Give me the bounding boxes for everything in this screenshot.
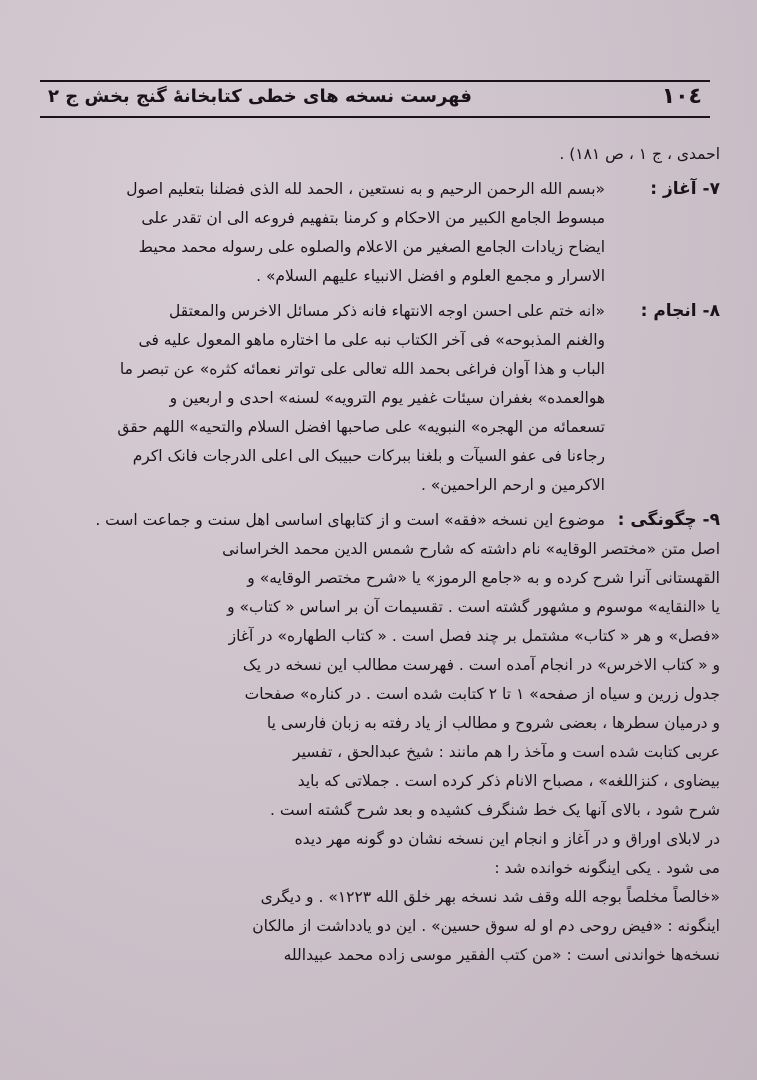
text-line: ایضاح زیادات الجامع الصغیر من الاعلام والصلوه علی رسوله محمد محیط: [138, 238, 605, 256]
text-line: «خالصاً مخلصاً بوجه الله وقف شد نسخه بهر خلق الله ۱۲۲۳» . و دیگری: [260, 888, 720, 906]
text-line: تسعمائه من الهجره» النبویه» علی صاحبها افضل السلام والتحیه» اللهم حقق: [117, 418, 605, 436]
entry-ending: [40, 297, 720, 500]
text-line: جدول زرین و سیاه از صفحه» ۱ تا ۲ کتابت شده است . در کناره» صفحات: [244, 685, 720, 703]
text-line: اینگونه : «فیض روحی دم او له سوق حسین» . این دو یادداشت از مالکان: [252, 917, 720, 935]
text-line: موضوع این نسخه «فقه» است و از کتابهای اساسی اهل سنت و جماعت است .: [95, 511, 605, 529]
text-line: والغنم المذبوحه» فی آخر الکتاب نبه علی ما اختاره ماهو المعول علیه فی: [138, 331, 605, 349]
entry-label: ۷- آغاز :: [650, 179, 720, 199]
text-line: شرح شود ، بالای آنها یک خط شنگرف کشیده و بعد شرح گشته است .: [270, 801, 720, 819]
text-line: رجاءنا فی عفو السیآت و بلغنا ببرکات حبیبک الی اعلی الدرجات فانک اکرم: [132, 447, 605, 465]
text-line: نسخه‌ها خواندنی است : «من کتب الفقیر موسی زاده محمد عبیدالله: [283, 946, 720, 964]
document-body: [40, 140, 720, 970]
text-line: القهستانی آنرا شرح کرده و به «جامع الرموز» یا «شرح مختصر الوقایه» و: [247, 569, 720, 587]
text-line: بیضاوی ، کنزاللغه» ، مصباح الانام ذکر کرده است . جملاتی که باید: [297, 772, 720, 790]
text-line: الاسرار و مجمع العلوم و افضل الانبیاء علیهم السلام» .: [256, 267, 605, 285]
text-line: «فصل» و هر « کتاب» مشتمل بر چند فصل است . « کتاب الطهاره» در آغاز: [228, 627, 720, 645]
text-line: و « کتاب الاخرس» در انجام آمده است . فهرست مطالب این نسخه در یک: [242, 656, 720, 674]
page-number: ١٠٤: [661, 84, 702, 109]
text-line: الاکرمین و ارحم الراحمین» .: [420, 476, 605, 494]
running-title: فهرست نسخه های خطی کتابخانهٔ گنج بخش ج ۲: [48, 86, 472, 107]
entry-label: ۹- چگونگی :: [617, 510, 720, 530]
entry-label: ۸- انجام :: [640, 301, 720, 321]
entry-text: [40, 297, 605, 500]
page-header: [40, 80, 710, 118]
text-line: یا «النقایه» موسوم و مشهور گشته است . تقسیمات آن بر اساس « کتاب» و: [227, 598, 720, 616]
text-line: و درمیان سطرها ، بعضی شروح و مطالب از یاد رفته به زبان فارسی یا: [266, 714, 720, 732]
text-line: هوالعمده» بغفران سیئات غفیر یوم الترویه» لسنه» احدی و اربعین و: [169, 389, 605, 407]
text-line: می شود . یکی اینگونه خوانده شد :: [494, 859, 720, 877]
text-line: الباب و هذا آوان فراغی بحمد الله تعالی علی تواتر نعمائه کثره» عن تبصر ما: [119, 360, 605, 378]
text-line: عربی کتابت شده است و مآخذ را هم مانند : شیخ عبدالحق ، تفسیر: [293, 743, 720, 761]
text-line: «بسم الله الرحمن الرحیم و به نستعین ، الحمد لله الذی فضلنا بتعلیم اصول: [126, 180, 605, 198]
entry-description: [40, 506, 720, 970]
text-line: در لابلای اوراق و در آغاز و انجام این نسخه نشان دو گونه مهر دیده: [294, 830, 720, 848]
text-line: اصل متن «مختصر الوقایه» نام داشته که شارح شمس الدین محمد الخراسانی: [222, 540, 720, 558]
entry-text: [40, 175, 605, 291]
entry-beginning: [40, 175, 720, 291]
entry-text: [40, 506, 605, 535]
text-line: مبسوط الجامع الکبیر من الاحکام و کرمنا بتفهیم فروعه الی ان تقدر علی: [141, 209, 605, 227]
intro-line: احمدی ، ج ۱ ، ص ۱۸۱) .: [559, 145, 720, 163]
text-line: «انه ختم علی احسن اوجه الانتهاء فانه ذکر مسائل الاخرس والمعتقل: [169, 302, 605, 320]
